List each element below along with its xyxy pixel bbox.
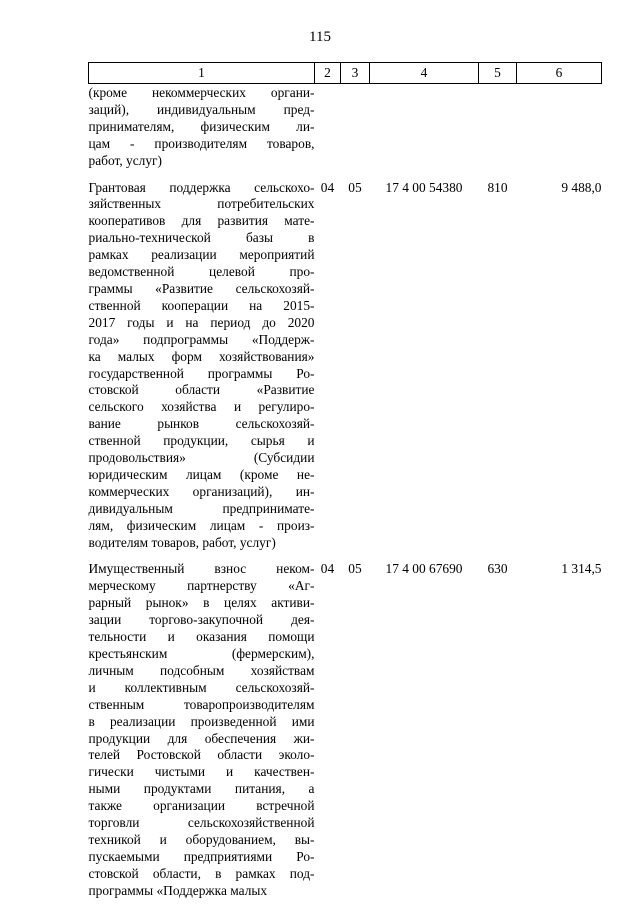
description-line: крестьянским (фермерским), (88, 646, 315, 661)
description-line: дивидуальным предпринимате- (88, 500, 315, 516)
expense-type-cell: 630 (487, 561, 508, 577)
description-line: коммерческих организаций), ин- (88, 483, 315, 499)
target-article-cell: 17 4 00 54380 (385, 179, 463, 195)
row-spacer-cell (89, 170, 602, 180)
description-line: государственной программы Ро- (88, 365, 315, 381)
row-spacer (89, 170, 602, 180)
description-line: риально-технической базы в (88, 230, 315, 246)
section-code-cell: 04 (320, 561, 335, 577)
description-line: в реализации произведенной ими (88, 713, 315, 729)
description-line: работ, услуг) (88, 152, 162, 168)
description-line: ными продуктами питания, а (88, 781, 315, 797)
description-line: заций), индивидуальным пред- (88, 101, 315, 117)
description-line: 2017 годы и на период до 2020 (88, 314, 315, 330)
column-header-6: 6 (517, 63, 602, 84)
description-line: и коллективным сельскохозяй- (88, 679, 315, 695)
description-line: программы «Поддержка малых (88, 882, 268, 898)
description-line: продукции для обеспечения жи- (88, 730, 315, 746)
description-line: стовской области, в рамках под- (88, 865, 315, 881)
table-body (89, 84, 602, 900)
description-line: гически чистыми и качествен- (88, 764, 315, 780)
table-row (89, 561, 602, 899)
amount-cell (517, 84, 602, 170)
description-line: водителям товаров, работ, услуг) (88, 534, 276, 550)
description-line: (кроме некоммерческих органи- (88, 85, 315, 100)
description-line: кооперативов для развития мате- (88, 213, 315, 229)
description-cell (89, 84, 315, 170)
description-line: граммы «Развитие сельскохозяй- (88, 280, 315, 296)
row-spacer-cell (89, 551, 602, 561)
description-line: зяйственных потребительских (88, 196, 315, 212)
description-line: ведомственной целевой про- (88, 264, 315, 280)
expense-type-cell (479, 84, 517, 170)
page-number: 115 (309, 29, 331, 45)
description-line: ственной продукции, сырья и (88, 433, 315, 449)
amount-cell: 1 314,5 (561, 561, 602, 577)
column-header-2: 2 (315, 63, 341, 84)
description-line: также организации встречной (88, 798, 315, 814)
description-line: рамках реализации мероприятий (88, 247, 315, 263)
description-line: цам - производителям товаров, (88, 135, 315, 151)
expense-type-cell: 810 (487, 179, 508, 195)
description-cell (89, 561, 315, 899)
description-line: юридическим лицам (кроме не- (88, 466, 315, 482)
table-row (89, 84, 602, 170)
column-header-4: 4 (370, 63, 479, 84)
description-line: Имущественный взнос неком- (88, 561, 315, 577)
target-article-cell (370, 84, 479, 170)
description-line: техникой и оборудованием, вы- (88, 831, 315, 847)
description-line: года» подпрограммы «Поддерж- (88, 331, 315, 347)
description-line: рарный рынок» в целях активи- (88, 595, 315, 611)
description-line: ственным товаропроизводителям (88, 696, 315, 712)
description-line: телей Ростовской области эколо- (88, 747, 315, 763)
budget-table (88, 62, 602, 900)
description-line: Грантовая поддержка сельскохо- (88, 179, 315, 195)
description-line: сельского хозяйства и регулиро- (88, 399, 315, 415)
target-article-cell: 17 4 00 67690 (385, 561, 463, 577)
description-line: принимателям, физическим ли- (88, 118, 315, 134)
description-line: вание рынков сельскохозяй- (88, 416, 315, 432)
description-line: пускаемыми предприятиями Ро- (88, 848, 315, 864)
description-line: тельности и оказания помощи (88, 629, 315, 645)
amount-cell: 9 488,0 (561, 179, 602, 195)
column-header-1: 1 (89, 63, 315, 84)
description-line: стовской области «Развитие (88, 382, 315, 398)
description-line: ственной кооперации на 2015- (88, 297, 315, 313)
section-code-cell (315, 84, 341, 170)
row-spacer (89, 551, 602, 561)
description-line: зации торгово-закупочной дея- (88, 612, 315, 628)
table-header-row (89, 63, 602, 84)
subsection-code-cell: 05 (348, 561, 362, 577)
description-line: ка малых форм хозяйствования» (88, 348, 315, 364)
column-header-3: 3 (341, 63, 370, 84)
table-row (89, 180, 602, 552)
description-line: лям, физическим лицам - произ- (88, 517, 315, 533)
description-cell (89, 180, 315, 552)
description-line: продовольствия» (Субсидии (88, 450, 315, 466)
description-line: торговли сельскохозяйственной (88, 815, 315, 831)
column-header-5: 5 (479, 63, 517, 84)
section-code-cell: 04 (320, 179, 335, 195)
description-line: мерческому партнерству «Аг- (88, 578, 315, 594)
subsection-code-cell: 05 (348, 179, 362, 195)
description-line: личным подсобным хозяйствам (88, 662, 315, 678)
subsection-code-cell (341, 84, 370, 170)
